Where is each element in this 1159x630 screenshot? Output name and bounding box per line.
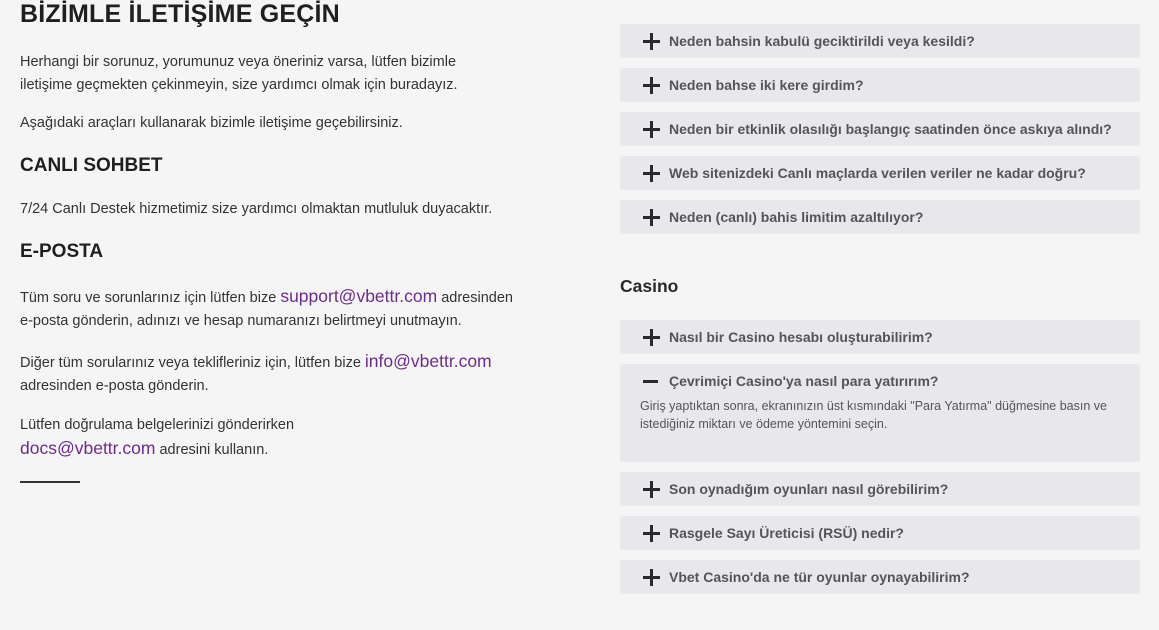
plus-icon [643,569,660,586]
plus-icon [643,33,660,50]
faq-question: Neden bahsin kabulü geciktirildi veya kesildi? [669,33,975,49]
faq-answer [620,397,1140,433]
tools-text: Aşağıdaki araçları kullanarak bizimle iletişime geçebilirsiniz. [20,115,403,131]
email-paragraph-3 [20,414,294,462]
faq-item[interactable] [620,516,1140,550]
email-paragraph-2 [20,350,492,398]
faq-question: Neden bahse iki kere girdim? [669,77,864,93]
faq-question: Rasgele Sayı Üreticisi (RSÜ) nedir? [669,525,904,541]
faq-item[interactable] [620,472,1140,506]
plus-icon [643,525,660,542]
faq-question: Nasıl bir Casino hesabı oluşturabilirim? [669,329,933,345]
email-p1-post: adresinden [437,290,513,306]
faq-item[interactable] [620,68,1140,102]
plus-icon [643,77,660,94]
faq-item[interactable] [620,200,1140,234]
minus-icon [643,373,660,390]
email-p2-text: Diğer tüm sorularınız veya teklifleriniz için, lütfen bize [20,355,365,371]
email-p1-text: Tüm soru ve sorunlarınız için lütfen bize [20,290,281,306]
support-email-link[interactable]: support@vbettr.com [280,286,438,306]
section-divider [20,481,80,483]
page-title: BİZİMLE İLETİŞİME GEÇİN [20,0,340,28]
faq-item[interactable] [620,112,1140,146]
faq-question: Neden bir etkinlik olasılığı başlangıç saatinden önce askıya alındı? [669,121,1112,137]
intro-line-1: Herhangi bir sorunuz, yorumunuz veya öneriniz varsa, lütfen bizimle [20,54,457,70]
plus-icon [643,481,660,498]
plus-icon [643,121,660,138]
intro-text [20,51,458,97]
faq-answer-line-1: Giriş yaptıktan sonra, ekranınızın üst kısmındaki "Para Yatırma" düğmesine basın ve [640,399,1107,413]
live-chat-text: 7/24 Canlı Destek hizmetimiz size yardımcı olmaktan mutluluk duyacaktır. [20,201,493,217]
live-chat-heading: CANLI SOHBET [20,155,163,176]
email-p1-line2: e-posta gönderin, adınızı ve hesap numaranızı belirtmeyi unutmayın. [20,313,462,329]
email-p3-post: adresini kullanın. [155,442,269,458]
faq-item[interactable] [620,156,1140,190]
faq-item[interactable] [620,24,1140,58]
faq-answer-line-2: istediğiniz miktarı ve ödeme yöntemini seçin. [640,417,888,431]
faq-question: Neden (canlı) bahis limitim azaltılıyor? [669,209,924,225]
faq-question: Vbet Casino'da ne tür oyunlar oynayabilirim? [669,569,970,585]
email-p2-line2: adresinden e-posta gönderin. [20,378,209,394]
email-p3-line1: Lütfen doğrulama belgelerinizi gönderirken [20,417,295,433]
faq-question: Web sitenizdeki Canlı maçlarda verilen veriler ne kadar doğru? [669,165,1086,181]
email-paragraph-1 [20,285,513,333]
docs-email-link[interactable]: docs@vbettr.com [20,438,156,458]
casino-section-title: Casino [620,276,679,296]
faq-question: Çevrimiçi Casino'ya nasıl para yatırırım? [669,373,939,389]
info-email-link[interactable]: info@vbettr.com [364,351,492,371]
plus-icon [643,165,660,182]
faq-item[interactable] [620,320,1140,354]
faq-question: Son oynadığım oyunları nasıl görebilirim? [669,481,949,497]
faq-item[interactable] [620,560,1140,594]
email-heading: E-POSTA [20,241,104,262]
faq-item-expanded[interactable] [620,364,1140,462]
plus-icon [643,329,660,346]
plus-icon [643,209,660,226]
intro-line-2: iletişime geçmekten çekinmeyin, size yardımcı olmak için buradayız. [20,77,458,93]
